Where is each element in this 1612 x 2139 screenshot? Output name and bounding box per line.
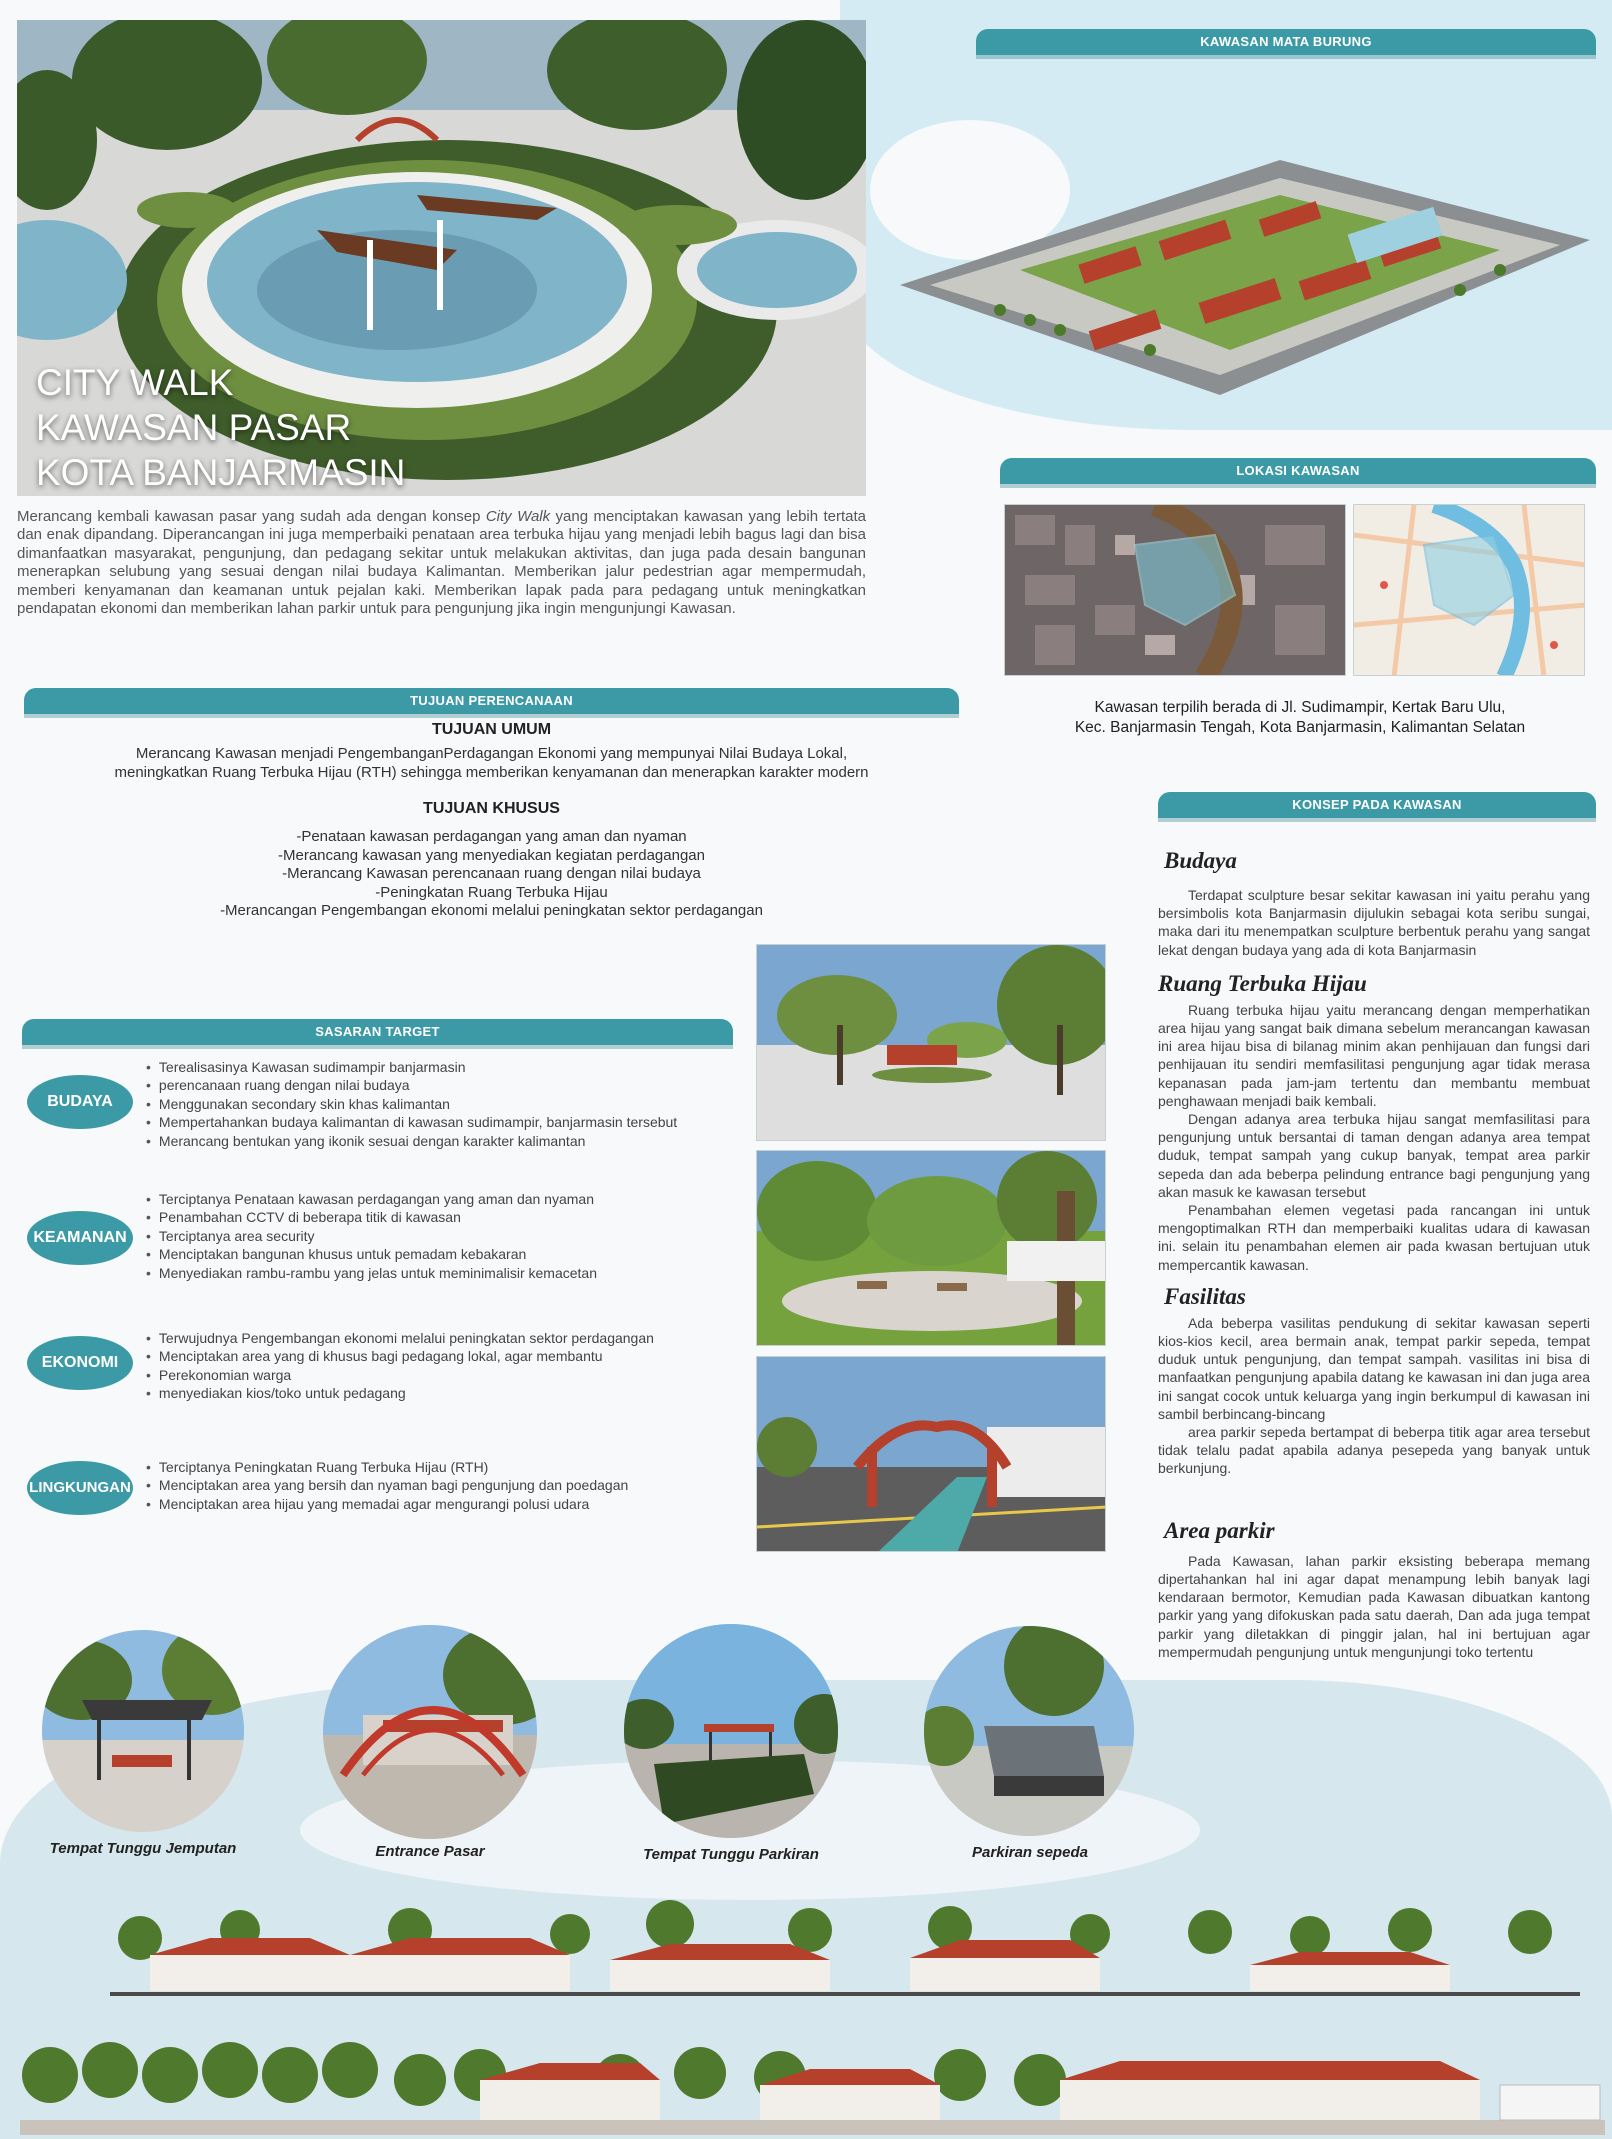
render-entrance-pasar xyxy=(323,1625,537,1839)
list-item: • Menciptakan area hijau yang memadai agar mengurangi polusi udara xyxy=(146,1495,746,1513)
hero-title xyxy=(36,360,405,495)
list-item: • Penambahan CCTV di beberapa titik di kawasan xyxy=(146,1208,746,1226)
list-item: • Terciptanya area security xyxy=(146,1227,746,1245)
caption-entrance-pasar: Entrance Pasar xyxy=(375,1843,485,1860)
list-item: • Terciptanya Peningkatan Ruang Terbuka Hijau (RTH) xyxy=(146,1458,746,1476)
list-item: • Terwujudnya Pengembangan ekonomi melalui peningkatan sektor perdagangan xyxy=(146,1329,746,1347)
konsep-fasilitas-heading: Fasilitas xyxy=(1164,1283,1246,1309)
konsep-fasilitas-text: Ada beberpa vasilitas pendukung di sekitar kawasan seperti kios-kios kecil, area bermain anak, tempat parkir sepeda, tempat duduk untuk pengunjung, dan tempat sampah. vasilitas ini bisa di manfaatkan pengunjung apabila datang ke kawasan ini dan juga area ini sangat cocok untuk keluarga yang ingin berkumpul di kawasan ini sambil berbincang-bincang xyxy=(1158,1314,1590,1422)
tujuan-umum-heading: TUJUAN UMUM xyxy=(431,721,552,738)
render-tempat-tunggu-parkiran xyxy=(624,1624,838,1838)
list-item: • Perekonomian warga xyxy=(146,1366,746,1384)
aerial-render-image xyxy=(900,150,1590,400)
tujuan-khusus-heading: TUJUAN KHUSUS xyxy=(423,800,560,817)
section-header-lokasi: LOKASI KAWASAN xyxy=(1000,458,1596,484)
section-header-sasaran: SASARAN TARGET xyxy=(22,1019,733,1045)
location-caption-line: Kawasan terpilih berada di Jl. Sudimampir, Kertak Baru Ulu, xyxy=(1094,699,1506,716)
tujuan-umum-text: Merancang Kawasan menjadi PengembanganPerdagangan Ekonomi yang mempunyai Nilai Budaya Lokal, xyxy=(135,745,848,762)
konsep-rth-text: Ruang terbuka hijau yaitu merancang dengan memperhatikan area hijau yang sangat baik dimana sebelum merancangan kawasan ini area hijau bisa di bilanag minim akan penhijauan dan fungsi dari penhijauan itu sendiri memfasilitasi pengunjung agar tidak merasa kepanasan pada jam-jam tertentu dan membantu membuat penghawaan menjadi baik kembali. xyxy=(1158,1001,1590,1109)
street-map-image xyxy=(1353,504,1585,676)
tujuan-khusus-block xyxy=(24,800,959,921)
intro-text-2: yang menciptakan kawasan yang lebih tertata dan enak dipandang. Diperancangan ini juga memperbaiki penataan area terbuka hijau yang menjadi lebih bagus lagi dan bisa dimanfaatkan masyarakat, pengunjung, dan pedagang sekitar untuk melakukan aktivitas, dan juga pada desain bangunan menerapkan selubung yang sesuai dengan nilai budaya Kalimantan. Memberikan jalur pedestrian agar mempermudah, memberi kenyamanan dan keamanan untuk pejalan kaki. Memberikan lapak pada para pedagang untuk meningkatkan pendapatan ekonomi dan memberikan lahan parkir untuk para pengunjung jika ingin mengunjungi Kawasan. xyxy=(17,508,867,618)
sasaran-pill-ekonomi: EKONOMI xyxy=(27,1336,133,1390)
intro-text-1: Merancang kembali kawasan pasar yang sudah ada dengan konsep xyxy=(17,508,486,525)
tujuan-khusus-item: -Merancang Kawasan perencanaan ruang dengan nilai budaya xyxy=(282,865,701,882)
konsep-rth-text: Dengan adanya area terbuka hijau sangat memfasilitasi para pengunjung untuk bersantai di taman dengan adanya area tempat duduk, tempat sampah yang cukup banyak, tempat area parkir sepeda dan ada beberpa pelindung entrance bagi pengunjung yang akan masuk ke kawasan tersebut xyxy=(1158,1111,1590,1200)
tujuan-khusus-item: -Penataan kawasan perdagangan yang aman dan nyaman xyxy=(296,828,687,845)
list-item: • Menciptakan bangunan khusus untuk pemadam kebakaran xyxy=(146,1245,746,1263)
intro-text-italic: City Walk xyxy=(485,508,551,525)
hero-title-line: KOTA BANJARMASIN xyxy=(36,452,406,493)
konsep-fasilitas-text: area parkir sepeda bertampat di beberpa titik agar area tersebut tidak telalu padat apabila adanya pesepeda yang banyak untuk berkunjung. xyxy=(1158,1424,1590,1477)
street-render-image-3 xyxy=(756,1356,1106,1552)
sasaran-list-ekonomi xyxy=(146,1329,746,1403)
tujuan-umum-block xyxy=(24,721,959,782)
location-caption-line: Kec. Banjarmasin Tengah, Kota Banjarmasin, Kalimantan Selatan xyxy=(1074,719,1526,736)
hero-title-line: KAWASAN PASAR xyxy=(36,407,352,448)
konsep-rth-heading: Ruang Terbuka Hijau xyxy=(1158,970,1367,996)
tujuan-khusus-item: -Merancangan Pengembangan ekonomi melalui peningkatan sektor perdagangan xyxy=(220,902,763,919)
list-item: • Merancang bentukan yang ikonik sesuai dengan karakter kalimantan xyxy=(146,1132,746,1150)
tujuan-umum-text: meningkatkan Ruang Terbuka Hijau (RTH) sehingga memberikan kenyamanan dan menerapkan karakter modern xyxy=(114,763,869,781)
section-header-tujuan: TUJUAN PERENCANAAN xyxy=(24,688,959,714)
konsep-column xyxy=(1158,848,1590,1661)
sasaran-pill-lingkungan: LINGKUNGAN xyxy=(27,1461,133,1515)
caption-tempat-tunggu-parkiran: Tempat Tunggu Parkiran xyxy=(643,1846,819,1863)
sasaran-list-budaya xyxy=(146,1058,746,1150)
list-item: • Terealisasinya Kawasan sudimampir banjarmasin xyxy=(146,1058,746,1076)
konsep-rth-text: Penambahan elemen vegetasi pada rancangan ini untuk mengoptimalkan RTH dan memperbaiki kualitas udara di kawasan ini. selain itu penambahan elemen air pada kwasan bertujuan utuk mempercantik kawasan. xyxy=(1158,1202,1590,1273)
elevation-render-1 xyxy=(110,1900,1580,2000)
list-item: • Terciptanya Penataan kawasan perdagangan yang aman dan nyaman xyxy=(146,1190,746,1208)
render-parkiran-sepeda xyxy=(924,1626,1134,1836)
list-item: • Menyediakan rambu-rambu yang jelas untuk meminimalisir kemacetan xyxy=(146,1264,746,1282)
street-render-image-2 xyxy=(756,1150,1106,1346)
render-tempat-tunggu-jemputan xyxy=(42,1630,244,1832)
elevation-render-2 xyxy=(20,2025,1605,2135)
hero-title-line: CITY WALK xyxy=(36,362,234,403)
section-header-mata-burung: KAWASAN MATA BURUNG xyxy=(976,29,1596,55)
konsep-budaya-heading: Budaya xyxy=(1164,848,1237,873)
street-render-image-1 xyxy=(756,944,1106,1141)
konsep-parkir-text: Pada Kawasan, lahan parkir eksisting beberapa memang dipertahankan hal ini agar dapat menampung lebih banyak lagi kendaraan bermotor, Kemudian pada Kawasan dibuatkan kantong parkir yang yang difokuskan pada satu daerah, Dan ada juga tempat parkir yang diletakkan di pinggir jalan, hal ini bertujuan agar mempermudah pengunjung untuk mengunjungi toko tertentu xyxy=(1158,1552,1590,1660)
location-caption xyxy=(1020,698,1580,738)
satellite-map-image xyxy=(1004,504,1346,676)
sasaran-list-keamanan xyxy=(146,1190,746,1282)
list-item: • Menciptakan area yang bersih dan nyaman bagi pengunjung dan poedagan xyxy=(146,1476,746,1494)
tujuan-khusus-item: -Peningkatan Ruang Terbuka Hijau xyxy=(375,883,608,901)
list-item: • Menciptakan area yang di khusus bagi pedagang lokal, agar membantu xyxy=(146,1347,746,1365)
caption-tempat-tunggu-jemputan: Tempat Tunggu Jemputan xyxy=(49,1840,237,1857)
sasaran-list-lingkungan xyxy=(146,1458,746,1513)
list-item: • Mempertahankan budaya kalimantan di kawasan sudimampir, banjarmasin tersebut xyxy=(146,1113,746,1131)
list-item: • menyediakan kios/toko untuk pedagang xyxy=(146,1384,746,1402)
list-item: • Menggunakan secondary skin khas kalimantan xyxy=(146,1095,746,1113)
intro-paragraph xyxy=(17,508,866,618)
caption-parkiran-sepeda: Parkiran sepeda xyxy=(972,1844,1088,1861)
section-header-konsep: KONSEP PADA KAWASAN xyxy=(1158,792,1596,818)
sasaran-pill-keamanan: KEAMANAN xyxy=(27,1211,133,1265)
konsep-budaya-text: Terdapat sculpture besar sekitar kawasan ini yaitu perahu yang bersimbolis kota Banjarmasin dijulukin sebagai kota seribu sungai, maka dari itu menempatkan sculpture berbentuk perahu yang sangat lekat dengan budaya yang ada di kota Banjarmasin xyxy=(1158,887,1590,958)
sasaran-pill-budaya: BUDAYA xyxy=(27,1075,133,1129)
tujuan-khusus-item: -Merancang kawasan yang menyediakan kegiatan perdagangan xyxy=(278,846,705,864)
konsep-parkir-heading: Area parkir xyxy=(1164,1517,1275,1543)
list-item: • perencanaan ruang dengan nilai budaya xyxy=(146,1076,746,1094)
